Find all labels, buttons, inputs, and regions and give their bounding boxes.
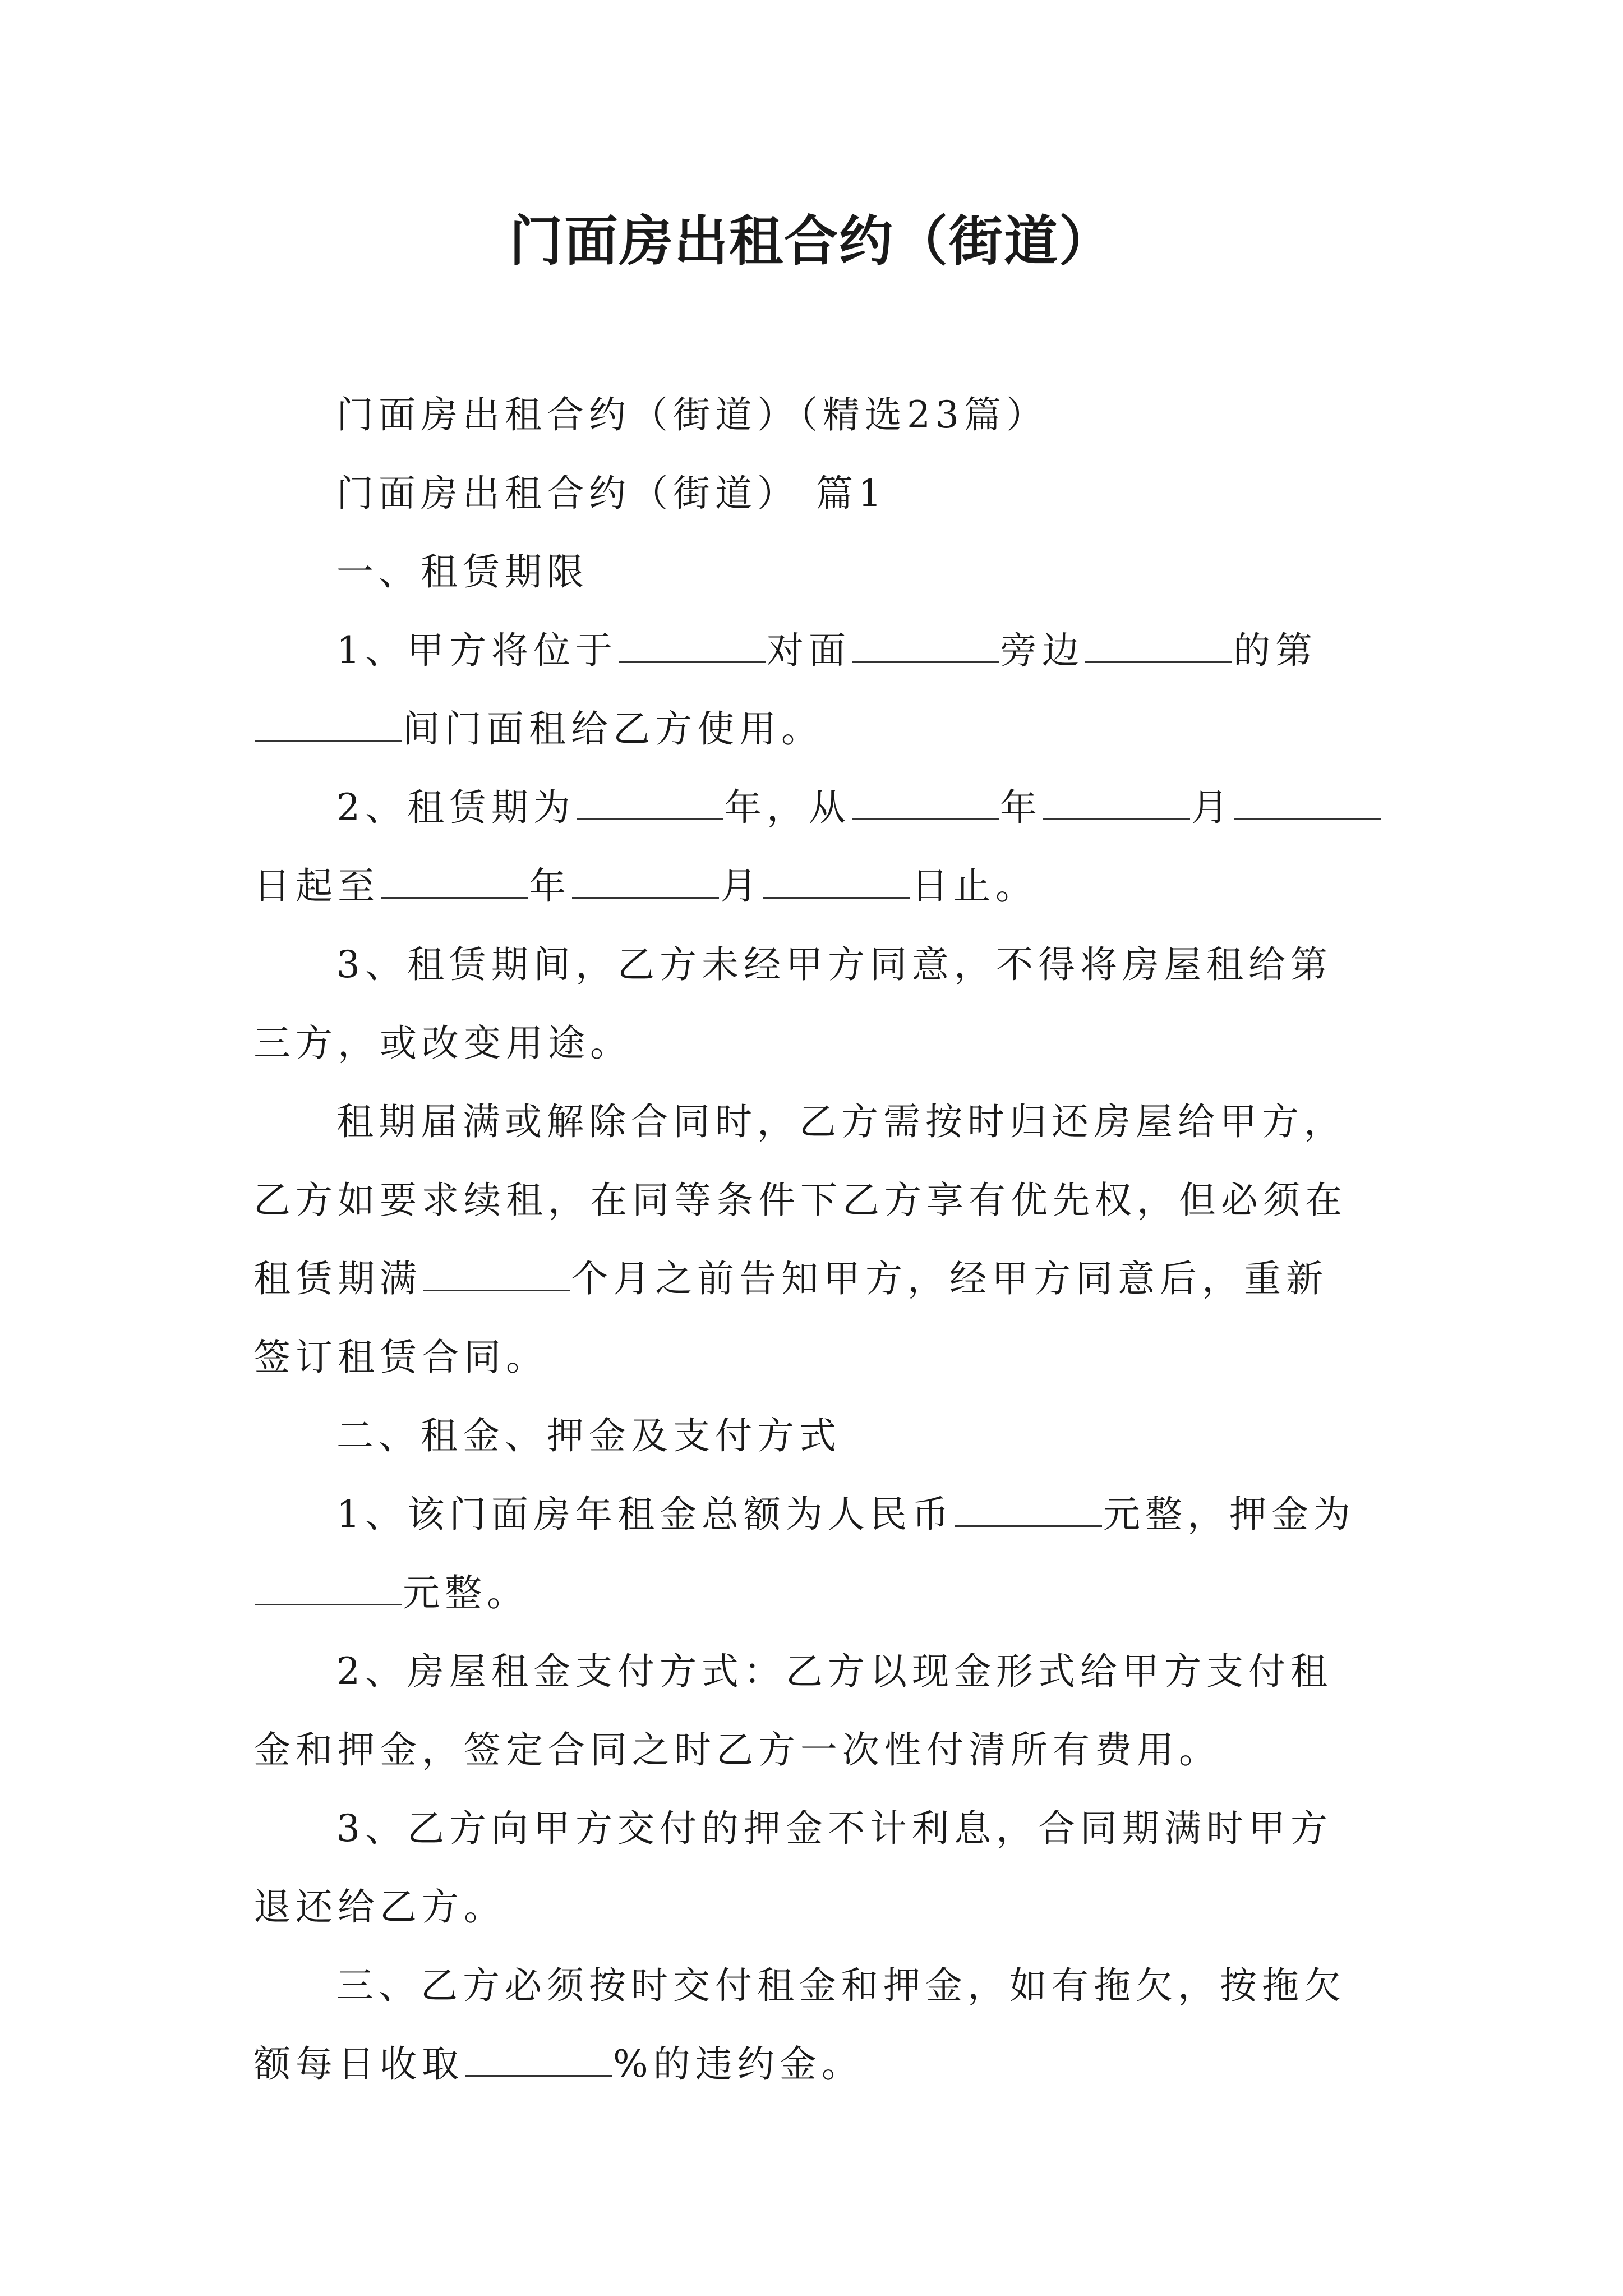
text-fragment: 月 — [1191, 786, 1233, 829]
text-fragment: 日起至 — [253, 864, 380, 908]
document-title: 门面房出租合约（街道） — [509, 209, 1114, 273]
document-subtitle: 门面房出租合约（街道）（精选23篇） — [336, 393, 1048, 436]
renewal-line-2: 乙方如要求续租，在同等条件下乙方享有优先权，但必须在 — [253, 1179, 1347, 1222]
fill-blank — [255, 1571, 402, 1605]
section-3-line-2 — [253, 2036, 1398, 2092]
text-fragment: 额每日收取 — [253, 2042, 464, 2086]
fill-blank — [465, 2042, 612, 2077]
section-1-item-3-line-1: 3、租赁期间，乙方未经甲方同意，不得将房屋租给第 — [336, 943, 1332, 986]
fill-blank — [1043, 786, 1190, 820]
fill-blank — [1085, 629, 1232, 663]
part-heading: 门面房出租合约（街道） 篇1 — [336, 472, 887, 515]
text-fragment: 元整，押金为 — [1103, 1493, 1355, 1536]
text-fragment: 旁边 — [1000, 629, 1084, 672]
text-fragment: 1、甲方将位于 — [336, 629, 617, 672]
renewal-line-4: 签订租赁合同。 — [253, 1336, 548, 1379]
section-2-item-3-line-1: 3、乙方向甲方交付的押金不计利息，合同期满时甲方 — [336, 1807, 1332, 1850]
text-fragment: 间门面租给乙方使用。 — [403, 707, 823, 751]
text-fragment: 日止。 — [911, 864, 1038, 908]
text-fragment: 个月之前告知甲方，经甲方同意后，重新 — [571, 1257, 1328, 1300]
fill-blank — [955, 1493, 1102, 1527]
section-2-item-2-line-2: 金和押金，签定合同之时乙方一次性付清所有费用。 — [253, 1728, 1221, 1772]
section-1-item-3-line-2: 三方，或改变用途。 — [253, 1022, 632, 1065]
renewal-line-3 — [253, 1251, 1398, 1307]
section-3-line-1: 三、乙方必须按时交付租金和押金，如有拖欠，按拖欠 — [336, 1964, 1346, 2007]
section-2-item-1-line-1 — [336, 1487, 1402, 1543]
fill-blank — [423, 1257, 570, 1291]
fill-blank — [381, 864, 528, 899]
fill-blank — [577, 786, 723, 820]
section-1-item-2-line-2 — [253, 858, 1398, 914]
text-fragment: 对面 — [767, 629, 851, 672]
fill-blank — [852, 786, 999, 820]
text-fragment: %的违约金。 — [613, 2042, 864, 2086]
text-fragment: 年 — [1000, 786, 1042, 829]
section-2-item-1-line-2 — [253, 1565, 1398, 1621]
renewal-line-1: 租期届满或解除合同时，乙方需按时归还房屋给甲方， — [336, 1100, 1346, 1143]
section-2-item-3-line-2: 退还给乙方。 — [253, 1885, 506, 1929]
fill-blank — [619, 629, 766, 663]
section-1-item-1-line-1 — [336, 623, 1402, 679]
section-1-heading: 一、租赁期限 — [336, 550, 589, 593]
text-fragment: 月 — [720, 864, 762, 908]
fill-blank — [255, 707, 402, 742]
fill-blank — [1234, 786, 1381, 820]
text-fragment: 1、该门面房年租金总额为人民币 — [336, 1493, 954, 1536]
fill-blank — [572, 864, 719, 899]
section-1-item-2-line-1 — [336, 780, 1402, 836]
text-fragment: 2、租赁期为 — [336, 786, 575, 829]
fill-blank — [763, 864, 910, 899]
text-fragment: 年，从 — [725, 786, 851, 829]
text-fragment: 租赁期满 — [253, 1257, 422, 1300]
text-fragment: 的第 — [1233, 629, 1317, 672]
section-1-item-1-line-2 — [253, 701, 1398, 757]
section-2-heading: 二、租金、押金及支付方式 — [336, 1414, 841, 1457]
text-fragment: 元整。 — [403, 1571, 529, 1614]
section-2-item-2-line-1: 2、房屋租金支付方式：乙方以现金形式给甲方支付租 — [336, 1650, 1332, 1693]
text-fragment: 年 — [529, 864, 571, 908]
fill-blank — [852, 629, 999, 663]
